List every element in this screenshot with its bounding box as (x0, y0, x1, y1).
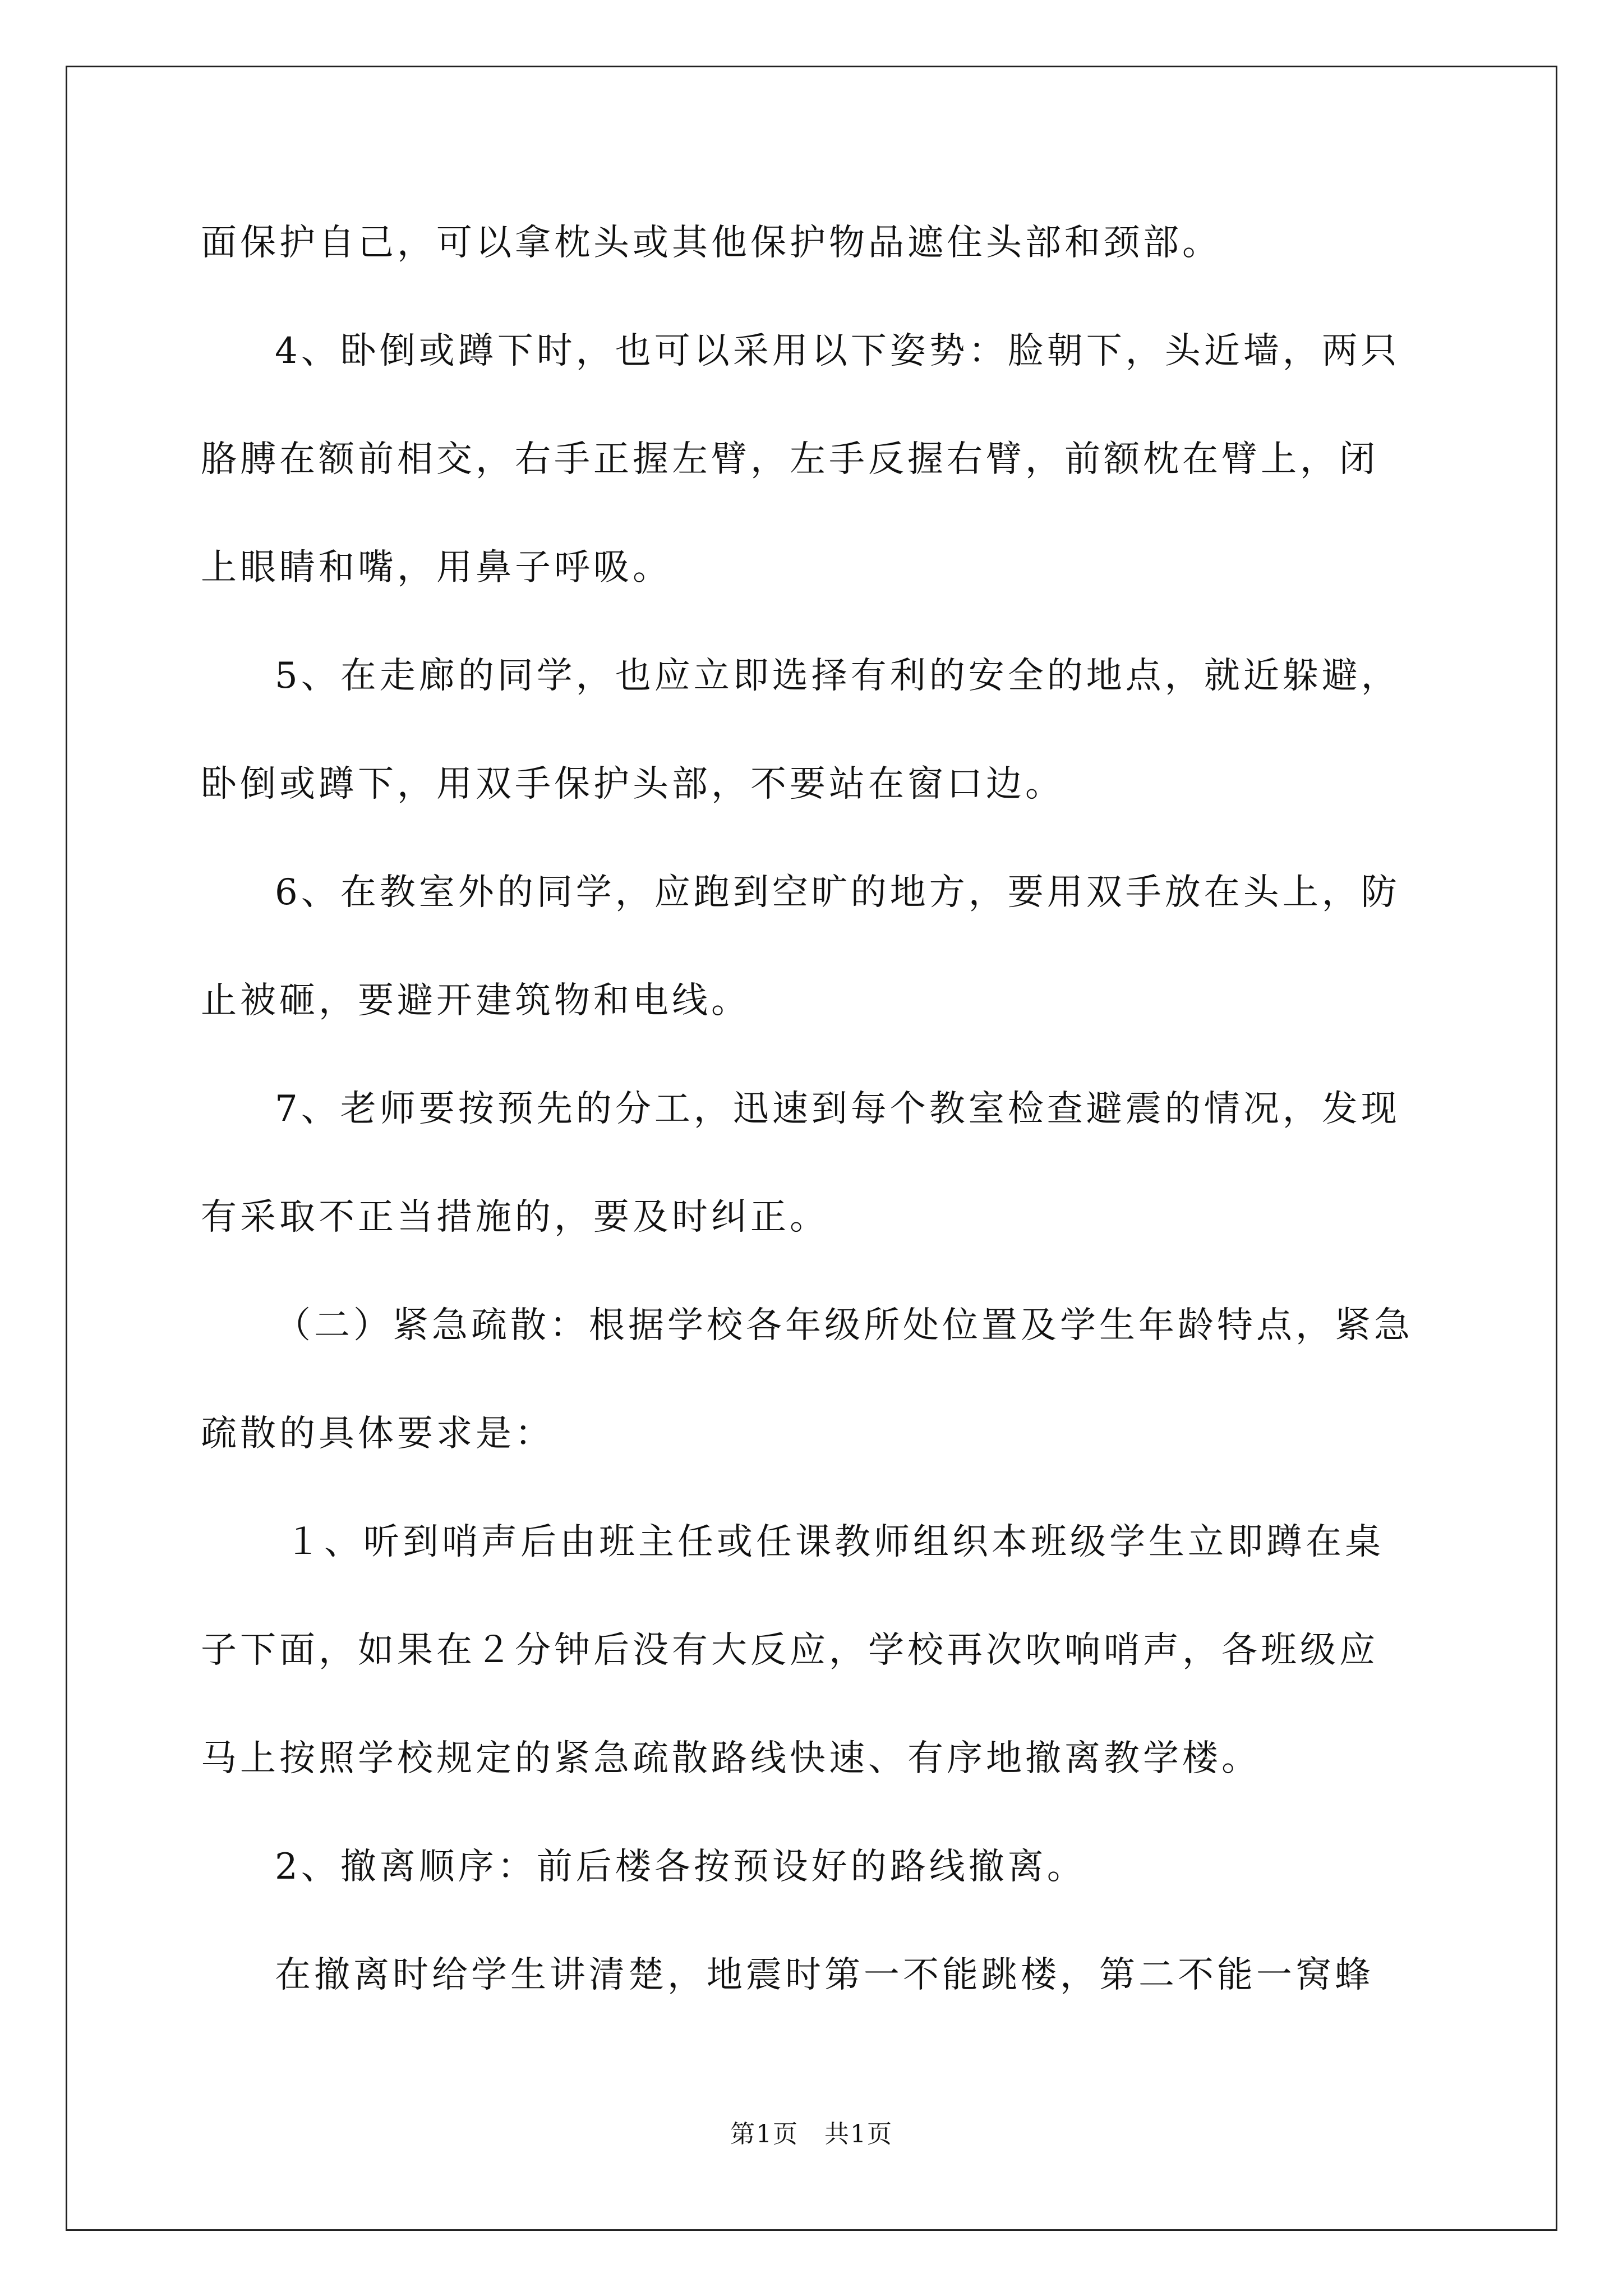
text-line: 4、卧倒或蹲下时，也可以采用以下姿势：脸朝下，头近墙，两只 (275, 330, 1400, 372)
text-line: 2、撤离顺序：前后楼各按预设好的路线撤离。 (275, 1846, 1086, 1888)
text-line: 胳膊在额前相交，右手正握左臂，左手反握右臂，前额枕在臂上，闭 (201, 439, 1378, 480)
text-line: 7、老师要按预先的分工，迅速到每个教室检查避震的情况，发现 (275, 1088, 1400, 1130)
text-line: 疏散的具体要求是： (201, 1413, 554, 1455)
page-footer: 第1页 共1页 (730, 2120, 893, 2148)
text-line: 上眼睛和嘴，用鼻子呼吸。 (201, 547, 672, 588)
text-line: 卧倒或蹲下，用双手保护头部，不要站在窗口边。 (201, 763, 1064, 805)
text-line: 止被砸，要避开建筑物和电线。 (201, 980, 750, 1022)
text-line: １、听到哨声后由班主任或任课教师组织本班级学生立即蹲在桌 (285, 1521, 1384, 1563)
text-line: 6、在教室外的同学，应跑到空旷的地方，要用双手放在头上，防 (275, 872, 1400, 913)
text-line: （二）紧急疏散：根据学校各年级所处位置及学生年龄特点，紧急 (275, 1305, 1413, 1346)
text-line: 面保护自己，可以拿枕头或其他保护物品遮住头部和颈部。 (201, 222, 1221, 264)
text-line: 有采取不正当措施的，要及时纠正。 (201, 1197, 829, 1238)
text-line: 5、在走廊的同学，也应立即选择有利的安全的地点，就近躲避， (275, 655, 1400, 697)
text-line: 子下面，如果在２分钟后没有大反应，学校再次吹响哨声，各班级应 (201, 1630, 1378, 1671)
document-body (201, 216, 1451, 2056)
text-line: 在撤离时给学生讲清楚，地震时第一不能跳楼，第二不能一窝蜂 (275, 1954, 1374, 1996)
text-line: 马上按照学校规定的紧急疏散路线快速、有序地撤离教学楼。 (201, 1738, 1261, 1779)
